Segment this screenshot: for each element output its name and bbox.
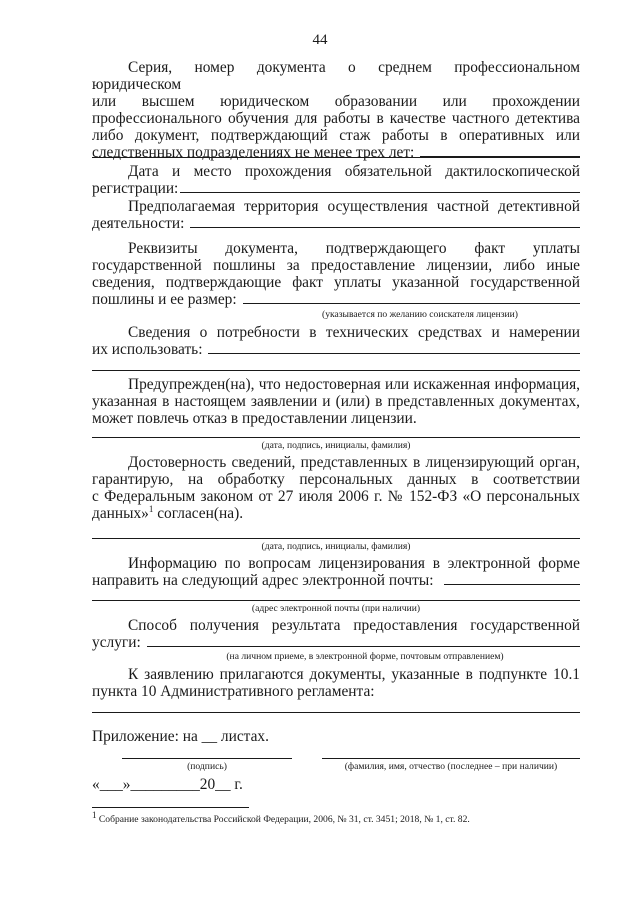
text-line: пункта 10 Административного регламента: [92, 683, 375, 700]
personal-data-paragraph [92, 454, 580, 522]
quote-open: « [92, 776, 100, 793]
email-label: направить на следующий адрес электронной почты: [92, 572, 434, 589]
year-suffix: г. [234, 776, 243, 793]
footnote-text: Собрание законодательства Российской Федерации, 2006, № 31, ст. 3451; 2018, № 1, ст. 82. [96, 814, 470, 825]
email-caption: (адрес электронной почты (при наличии) [251, 603, 421, 614]
registration-label: регистрации: [92, 180, 179, 197]
footnote [92, 809, 592, 825]
education-document-field-line-2[interactable] [92, 157, 580, 158]
text-line [92, 215, 580, 232]
text-line: Предупрежден(на), что недостоверная или искаженная информация, [128, 376, 580, 393]
full-name-field[interactable] [322, 758, 580, 759]
attachment-line [92, 728, 580, 745]
text-line [92, 634, 580, 651]
text-line [92, 180, 580, 197]
email-paragraph [92, 555, 580, 589]
result-method-field[interactable] [147, 634, 580, 647]
text-line: профессионального обучения для работы в качестве частного детектива [92, 110, 580, 127]
text-fragment: данных» [92, 505, 149, 522]
signature-field[interactable] [122, 758, 292, 759]
territory-paragraph [92, 198, 580, 232]
text-line [92, 505, 580, 522]
email-field[interactable] [444, 572, 580, 585]
state-fee-paragraph [92, 240, 580, 308]
text-line: с Федеральным законом от 27 июля 2006 г. № 152-ФЗ «О персональных [92, 488, 580, 505]
education-document-paragraph [92, 59, 580, 161]
footnote-ref: 1 [148, 503, 154, 514]
attachment-prefix: Приложение: на [92, 728, 198, 745]
personal-data-signature-caption: (дата, подпись, инициалы, фамилия) [261, 541, 411, 552]
activity-label: деятельности: [92, 215, 185, 232]
territory-field[interactable] [190, 215, 580, 228]
footnote-mark: 1 [92, 809, 97, 820]
personal-data-signature-line[interactable] [92, 538, 580, 539]
fee-label: пошлины и ее размер: [92, 291, 237, 308]
text-line: или высшем юридическом образовании или прохождении [92, 93, 580, 110]
dactyloscopy-paragraph [92, 163, 580, 197]
text-line: К заявлению прилагаются документы, указанные в подпункте 10.1 [128, 666, 580, 683]
text-line: Способ получения результата предоставления государственной [128, 617, 580, 634]
date-day-field[interactable]: ___ [99, 776, 123, 793]
date-line [92, 776, 580, 793]
date-month-field[interactable]: _________ [130, 776, 200, 793]
text-line: Сведения о потребности в технических средствах и намерении [128, 324, 580, 341]
email-field-line-2[interactable] [92, 600, 580, 601]
technical-means-field-line-2[interactable] [92, 370, 580, 371]
warning-paragraph [92, 376, 580, 427]
footnote-separator [92, 807, 249, 808]
text-fragment: согласен(на). [153, 505, 244, 522]
full-name-caption: (фамилия, имя, отчество (последнее – при наличии) [344, 761, 558, 772]
attachment-sheets-field[interactable]: __ [201, 728, 218, 745]
text-line [92, 341, 580, 358]
text-line [92, 572, 580, 589]
warning-signature-caption: (дата, подпись, инициалы, фамилия) [261, 440, 411, 451]
result-method-caption: (на личном приеме, в электронной форме, почтовым отправлением) [226, 651, 504, 662]
text-line: государственной пошлины за предоставление лицензии, либо иные [92, 257, 580, 274]
dactyloscopy-field[interactable] [180, 180, 580, 193]
text-line: Предполагаемая территория осуществления частной детективной [128, 198, 580, 215]
education-label: следственных подразделениях не менее трех лет: [92, 144, 415, 161]
attached-documents-field-line[interactable] [92, 712, 580, 713]
attachment-suffix: листах. [220, 728, 269, 745]
usage-label: их использовать: [92, 341, 203, 358]
technical-means-paragraph [92, 324, 580, 358]
page-number: 44 [312, 32, 328, 48]
date-year-field[interactable]: 20__ [199, 776, 231, 793]
technical-means-field[interactable] [208, 341, 580, 354]
attached-documents-paragraph [92, 666, 580, 700]
signature-caption: (подпись) [187, 761, 227, 772]
text-line: Серия, номер документа о среднем профессиональном юридическом [92, 59, 580, 93]
text-line: указанная в настоящем заявлении и (или) в представленных документах, [92, 393, 580, 410]
text-line [92, 144, 580, 161]
quote-close: » [122, 776, 131, 793]
warning-signature-line[interactable] [92, 437, 580, 438]
text-line: может повлечь отказ в предоставлении лицензии. [92, 410, 417, 427]
text-line: сведения, подтверждающие факт уплаты указанной государственной [92, 274, 580, 291]
text-line [92, 291, 580, 308]
text-line: Реквизиты документа, подтверждающего факт уплаты [128, 240, 580, 257]
text-line: Достоверность сведений, представленных в лицензирующий орган, [128, 454, 580, 471]
state-fee-field[interactable] [243, 291, 580, 304]
text-line: Информацию по вопросам лицензирования в электронной форме [128, 555, 580, 572]
state-fee-caption: (указывается по желанию соискателя лицензии) [322, 309, 518, 320]
text-line: либо документ, подтверждающий стаж работы в оперативных или [92, 127, 580, 144]
text-line: гарантирую, на обработку персональных данных в соответствии [92, 471, 580, 488]
service-label: услуги: [92, 634, 141, 651]
result-method-paragraph [92, 617, 580, 651]
education-document-field[interactable] [420, 144, 580, 157]
text-line: Дата и место прохождения обязательной дактилоскопической [128, 163, 580, 180]
